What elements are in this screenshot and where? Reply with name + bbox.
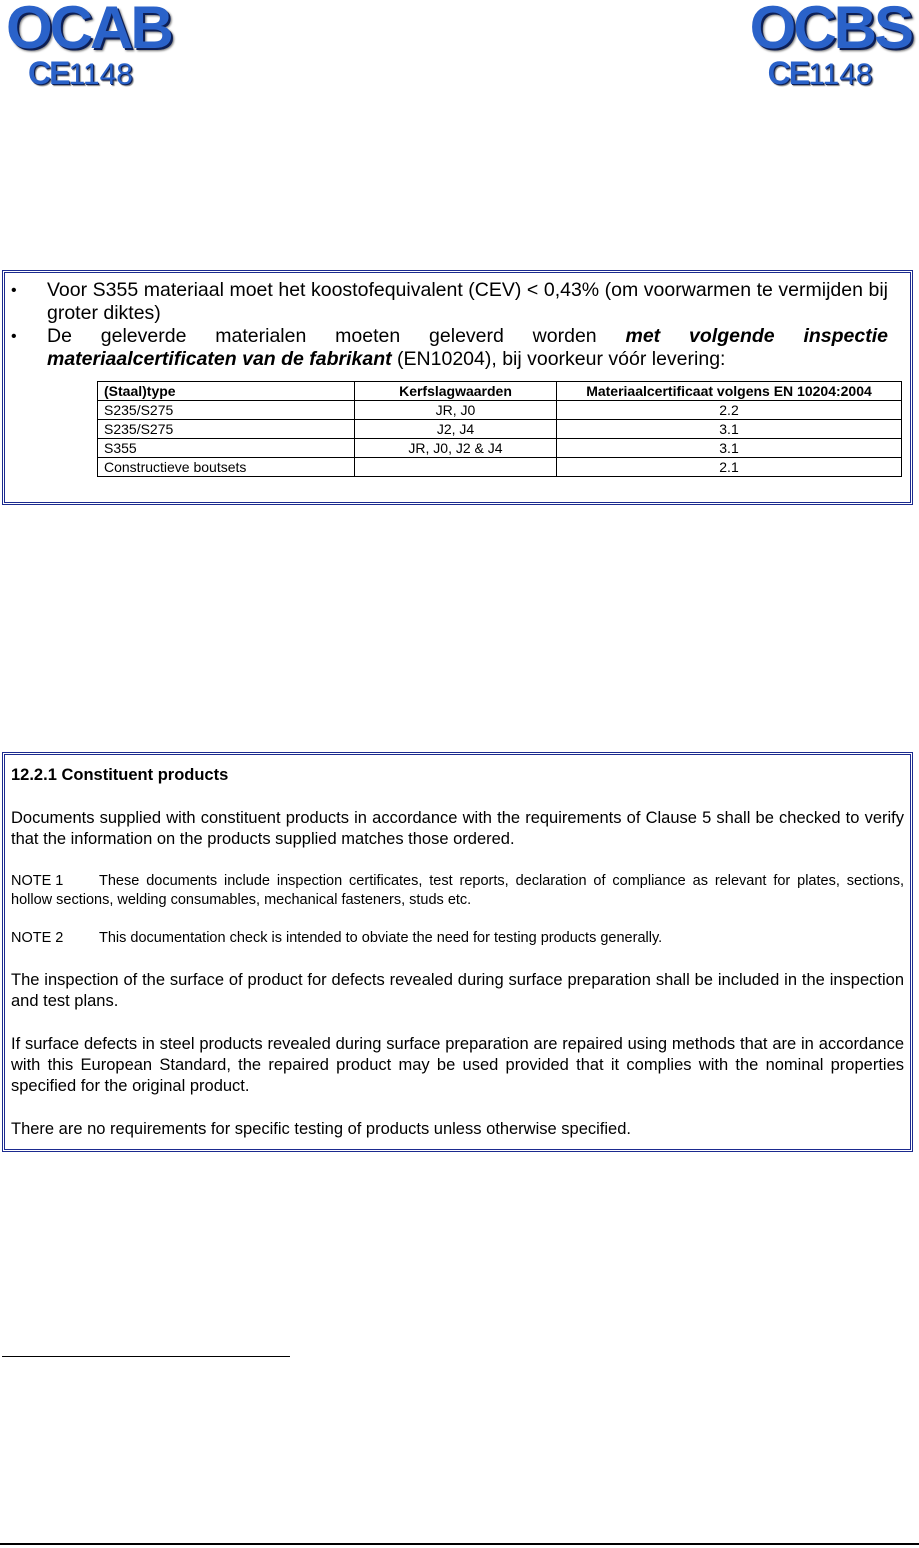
col-steel-type: (Staal)type bbox=[98, 382, 355, 401]
page-bottom-rule bbox=[0, 1543, 919, 1545]
note-2 bbox=[11, 929, 904, 948]
ocbs-notified-body-number: 1148 bbox=[808, 58, 873, 91]
ocbs-logo bbox=[750, 0, 911, 90]
cell-certificate: 2.2 bbox=[557, 401, 902, 420]
cell-certificate: 3.1 bbox=[557, 439, 902, 458]
table-row bbox=[98, 439, 902, 458]
cell-impact-values: J2, J4 bbox=[355, 420, 557, 439]
ocab-logo bbox=[6, 0, 171, 90]
cell-certificate: 3.1 bbox=[557, 420, 902, 439]
table-row bbox=[98, 401, 902, 420]
cell-steel-type: S235/S275 bbox=[98, 420, 355, 439]
requirement-cev bbox=[11, 279, 888, 325]
cell-impact-values: JR, J0 bbox=[355, 401, 557, 420]
paragraph-documents: Documents supplied with constituent products in accordance with the requirements of Clause 5 shall be checked to verify that the information on the products supplied matches those ordered. bbox=[11, 809, 904, 848]
requirement-cert-prefix: De geleverde materialen moeten geleverd worden bbox=[47, 325, 626, 347]
note-1 bbox=[11, 872, 904, 910]
ocab-notified-body-number: 1148 bbox=[68, 58, 133, 91]
note-1-label: NOTE 1 bbox=[11, 873, 64, 889]
requirement-certificates bbox=[11, 325, 888, 371]
requirements-list bbox=[11, 279, 888, 371]
ce-mark-icon: CE bbox=[767, 55, 809, 91]
col-impact-values: Kerfslagwaarden bbox=[355, 382, 557, 401]
table-row bbox=[98, 458, 902, 477]
requirement-cert-suffix: (EN10204), bij voorkeur vóór levering: bbox=[391, 348, 726, 370]
ocbs-ce-marking bbox=[750, 55, 911, 91]
col-certificate: Materiaalcertificaat volgens EN 10204:2004 bbox=[557, 382, 902, 401]
note-1-text: These documents include inspection certificates, test reports, declaration of compliance as relevant for plates, sections, hollow sections, welding consumables, mechanical fasteners, studs etc. bbox=[11, 873, 904, 908]
note-2-label: NOTE 2 bbox=[11, 930, 64, 946]
ocab-logo-name: OCAB bbox=[6, 0, 171, 61]
ocbs-logo-name: OCBS bbox=[749, 0, 911, 61]
paragraph-surface-defects: If surface defects in steel products revealed during surface preparation are repaired using methods that are in accordance with this European Standard, the repaired product may be used provided that it complies with the nominal properties specified for the original product. bbox=[11, 1035, 904, 1095]
table-row bbox=[98, 420, 902, 439]
requirement-cert-emphasis: met volgende inspectie materiaalcertificaten van de fabrikant bbox=[47, 325, 888, 370]
table-header-row bbox=[98, 382, 902, 401]
cell-certificate: 2.1 bbox=[557, 458, 902, 477]
certificate-table bbox=[97, 381, 902, 477]
footnote-divider bbox=[2, 1356, 290, 1357]
ce-mark-icon: CE bbox=[28, 55, 69, 91]
cell-steel-type: S235/S275 bbox=[98, 401, 355, 420]
section-heading: 12.2.1 Constituent products bbox=[11, 766, 229, 784]
cell-impact-values bbox=[355, 458, 557, 477]
paragraph-testing: There are no requirements for specific testing of products unless otherwise specified. bbox=[11, 1120, 631, 1138]
paragraph-surface-inspection: The inspection of the surface of product for defects revealed during surface preparation shall be included in the inspection and test plans. bbox=[11, 971, 904, 1010]
requirement-cev-text: Voor S355 materiaal moet het koostofequivalent (CEV) < 0,43% (om voorwarmen te vermijden bij groter diktes) bbox=[47, 279, 888, 324]
cell-steel-type: Constructieve boutsets bbox=[98, 458, 355, 477]
constituent-products-box bbox=[2, 752, 913, 1152]
note-2-text: This documentation check is intended to obviate the need for testing products generally. bbox=[99, 930, 663, 946]
cell-steel-type: S355 bbox=[98, 439, 355, 458]
ocab-ce-marking bbox=[6, 55, 171, 91]
cell-impact-values: JR, J0, J2 & J4 bbox=[355, 439, 557, 458]
material-requirements-box bbox=[2, 270, 913, 505]
